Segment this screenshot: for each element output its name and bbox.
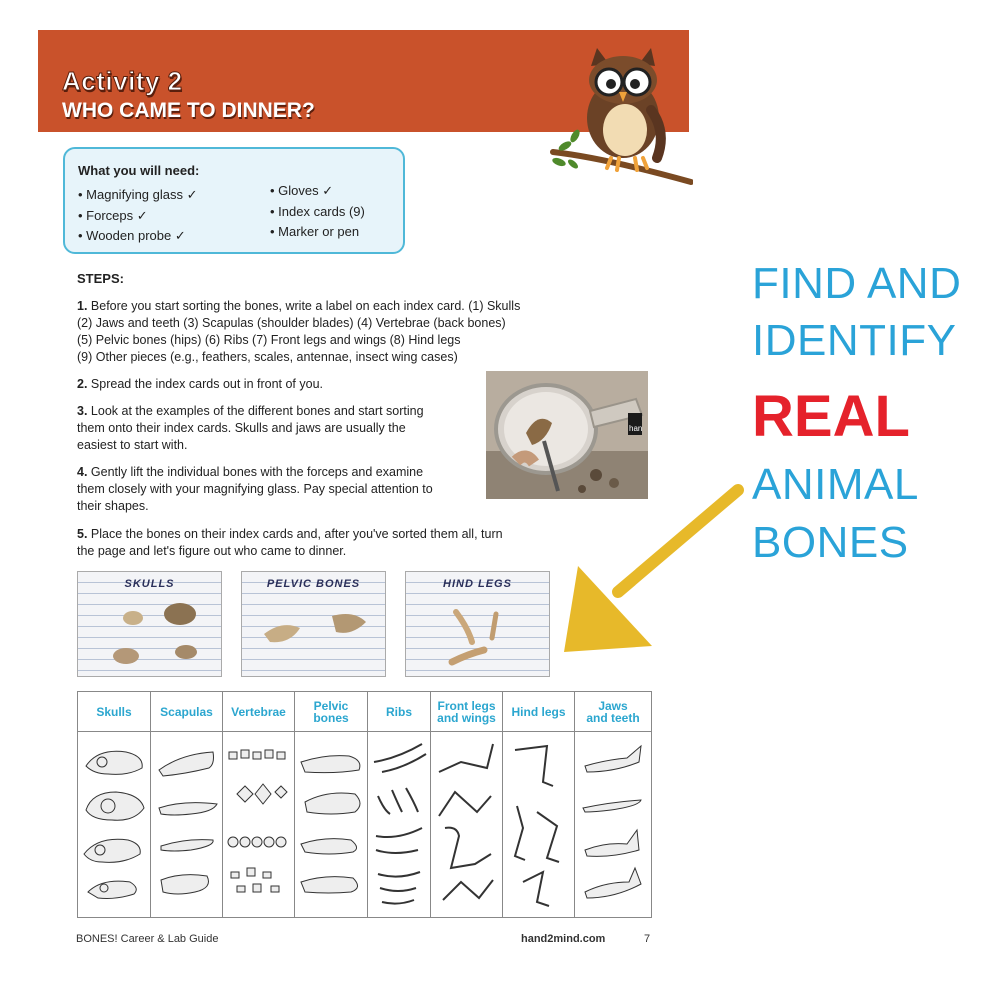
materials-item: • Gloves ✓: [270, 183, 334, 198]
hind-legs-column: [503, 732, 575, 918]
promo-line-1: FIND AND: [752, 259, 962, 308]
card-label: SKULLS: [124, 578, 175, 590]
step-text: them onto their index cards. Skulls and jaws are usually the: [77, 421, 406, 435]
table-header-cell: Scapulas: [151, 692, 223, 732]
table-header-cell: Hind legs: [503, 692, 575, 732]
step-number: 1.: [77, 299, 88, 313]
step-text: Place the bones on their index cards and, after you've sorted them all, turn: [90, 527, 503, 541]
materials-box: [63, 147, 405, 254]
index-card-photo: [241, 571, 386, 677]
step-text: Gently lift the individual bones with the forceps and examine: [90, 465, 424, 479]
table-header-cell: Pelvic bones: [295, 692, 368, 732]
promo-line-real: REAL: [752, 384, 910, 449]
step-5: [77, 526, 503, 560]
promo-line-4: ANIMAL: [752, 460, 919, 509]
step-number: 4.: [77, 465, 88, 479]
step-text: (2) Jaws and teeth (3) Scapulas (shoulder blades) (4) Vertebrae (back bones): [77, 316, 506, 330]
owl-mascot-icon: [545, 40, 693, 190]
footer-site: hand2mind.com: [521, 933, 606, 945]
index-card-photo: [77, 571, 222, 677]
step-text: (5) Pelvic bones (hips) (6) Ribs (7) Front legs and wings (8) Hind legs: [77, 333, 461, 347]
photo-stamp: han: [629, 424, 643, 433]
step-number: 5.: [77, 527, 88, 541]
vertebrae-column: [223, 732, 295, 918]
step-text: (9) Other pieces (e.g., feathers, scales, antennae, insect wing cases): [77, 350, 458, 364]
step-number: 2.: [77, 377, 88, 391]
table-header-cell: Skulls: [78, 692, 151, 732]
pelvic-bones-column: [295, 732, 368, 918]
step-4: [77, 464, 433, 515]
step-text: easiest to start with.: [77, 438, 188, 452]
card-label: PELVIC BONES: [266, 578, 361, 590]
table-header-cell: Vertebrae: [223, 692, 295, 732]
step-text: their shapes.: [77, 499, 149, 513]
footer-page-number: 7: [644, 933, 651, 945]
materials-item: • Marker or pen: [270, 224, 360, 239]
step-1: [77, 298, 520, 366]
step-text: Look at the examples of the different bones and start sorting: [90, 404, 424, 418]
step-text: Before you start sorting the bones, write a label on each index card. (1) Skulls: [90, 299, 521, 313]
jaws-column: [575, 732, 651, 918]
ribs-column: [368, 732, 431, 918]
step-text: them closely with your magnifying glass. Pay special attention to: [77, 482, 433, 496]
materials-list-left: [78, 185, 198, 247]
footer-guide-title: BONES! Career & Lab Guide: [76, 933, 219, 945]
index-card-photo: [405, 571, 550, 677]
bone-chart-table: [77, 691, 652, 918]
step-text: Spread the index cards out in front of you.: [90, 377, 324, 391]
step-text: the page and let's figure out who came to dinner.: [77, 544, 347, 558]
promo-line-5: BONES: [752, 518, 909, 567]
activity-title: WHO CAME TO DINNER?: [62, 99, 315, 122]
steps-heading: STEPS:: [77, 271, 124, 286]
skulls-column: [78, 732, 151, 918]
card-label: HIND LEGS: [443, 578, 512, 590]
arrow-icon: [560, 480, 750, 660]
table-header-cell: Jaws and teeth: [586, 699, 640, 725]
table-header: [78, 692, 651, 732]
table-header-cell: Front legs and wings: [431, 692, 503, 732]
step-2: [77, 376, 323, 393]
step-number: 3.: [77, 404, 88, 418]
materials-item: • Index cards (9): [270, 203, 365, 219]
table-header-cell: Ribs: [368, 692, 431, 732]
step-3: [77, 403, 424, 454]
materials-item: • Magnifying glass ✓: [78, 187, 198, 202]
materials-item: • Wooden probe ✓: [78, 228, 186, 243]
scapulas-column: [151, 732, 223, 918]
activity-label: Activity 2: [62, 66, 183, 96]
materials-item: • Forceps ✓: [78, 207, 148, 223]
promo-line-2: IDENTIFY: [752, 316, 957, 365]
materials-list-right: [270, 181, 365, 243]
materials-title: What you will need:: [78, 163, 200, 178]
front-legs-column: [431, 732, 503, 918]
